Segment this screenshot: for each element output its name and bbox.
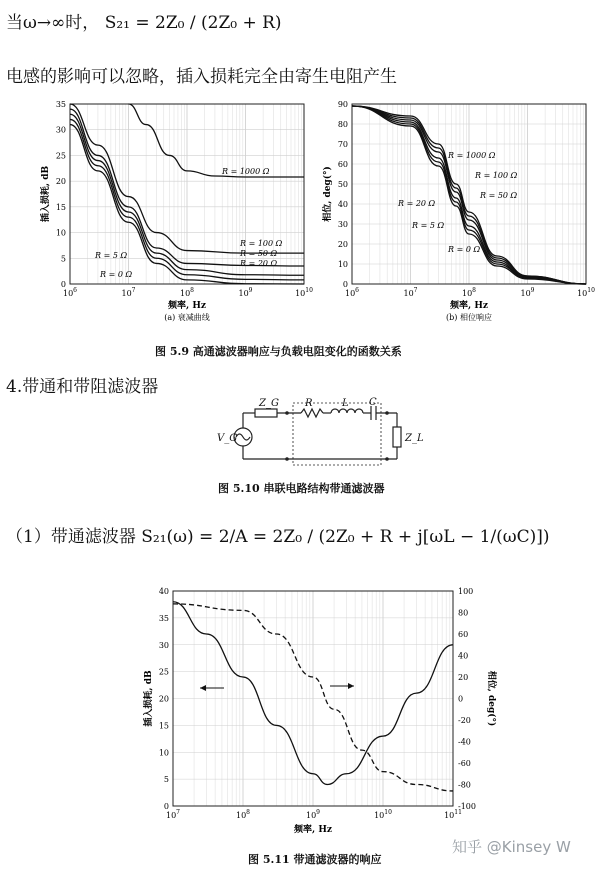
y-tick-label: 40 (158, 587, 169, 596)
y-tick-label: 10 (55, 228, 66, 238)
x-tick-label: $10^{10}$ (374, 809, 392, 820)
inductor-icon (331, 409, 363, 413)
x-tick-label: $10^9$ (520, 287, 535, 298)
zl-impedance-icon (393, 427, 401, 447)
formula-bandpass-s21: S₂₁(ω) = 2/A = 2Z₀ / (2Z₀ + R + j[ωL − 1/(ωC)]) (141, 527, 550, 547)
y2-tick-label: 80 (458, 608, 469, 618)
circuit-diagram (205, 395, 430, 473)
series-label: R = 50 Ω (480, 191, 518, 200)
x-tick-label: $10^6$ (62, 287, 78, 298)
series-label: R = 100 Ω (475, 171, 518, 180)
x-tick-label: $10^9$ (238, 287, 253, 298)
y-tick-label: 80 (337, 120, 348, 129)
y-tick-label: 5 (163, 775, 169, 785)
y-tick-label: 70 (337, 140, 348, 149)
y-tick-label: 50 (337, 180, 348, 189)
y2-tick-label: 0 (458, 694, 464, 704)
resistor-icon (301, 409, 323, 417)
figure-5-11 (0, 575, 600, 837)
label-zl: Z_L (405, 433, 424, 444)
formula-line-bandpass (6, 522, 550, 547)
x-tick-label: $10^7$ (403, 287, 418, 298)
series-label: R = 100 Ω (240, 239, 283, 248)
formula-line-1-prefix: 当ω→∞时， (6, 13, 100, 33)
arrow-right-head-icon (348, 683, 354, 689)
y2-tick-label: 60 (458, 630, 469, 639)
x-tick-label: $10^{10}$ (577, 287, 595, 298)
y-tick-label: 0 (342, 280, 348, 289)
y-tick-label: 30 (158, 640, 169, 650)
y-tick-label: 10 (158, 748, 169, 758)
series-label: R = 1000 Ω (222, 167, 270, 176)
y-tick-label: 35 (55, 100, 66, 109)
series-line (129, 104, 305, 177)
y-tick-label: 15 (55, 202, 66, 212)
y2-tick-label: -60 (458, 759, 471, 768)
label-l: L (342, 398, 349, 409)
x-tick-label: $10^9$ (305, 809, 321, 820)
chart-subtitle: (a) 衰减曲线 (164, 313, 210, 322)
series-label: R = 5 Ω (95, 251, 128, 260)
x-tick-label: $10^8$ (235, 809, 251, 820)
section-heading-bandpass: 4.带通和带阻滤波器 (6, 377, 159, 397)
arrow-left-head-icon (200, 685, 206, 691)
y-tick-label: 0 (163, 802, 169, 811)
series-label: R = 50 Ω (240, 249, 278, 258)
y-tick-label: 0 (60, 280, 66, 289)
paragraph-insertion-loss: 电感的影响可以忽略，插入损耗完全由寄生电阻产生 (6, 67, 397, 87)
chart-subtitle: (b) 相位响应 (446, 313, 492, 322)
series-label: R = 5 Ω (412, 221, 445, 230)
y-tick-label: 20 (337, 240, 348, 249)
x-tick-label: $10^6$ (344, 287, 360, 298)
label-zg: Z_G (259, 398, 279, 409)
y-tick-label: 60 (337, 160, 348, 169)
label-c: C (369, 397, 377, 408)
y2-tick-label: -40 (458, 737, 471, 747)
y2-tick-label: -80 (458, 780, 471, 790)
y2-tick-label: -20 (458, 716, 471, 725)
series-label: R = 0 Ω (448, 245, 481, 254)
chart-attenuation (39, 100, 313, 322)
watermark: 知乎 @Kinsey W (452, 838, 571, 856)
formula-s21: S₂₁ = 2Z₀ / (2Z₀ + R) (104, 13, 282, 33)
chart-bandpass-response (142, 587, 498, 835)
x-tick-label: $10^7$ (121, 287, 136, 298)
x-axis-label: 频率, Hz (450, 301, 488, 311)
y-axis-label: 相位, deg(°) (323, 166, 333, 222)
label-r: R (305, 398, 313, 409)
x-axis-label: 频率, Hz (168, 301, 206, 311)
series-label: R = 20 Ω (240, 259, 278, 268)
y-tick-label: 15 (158, 721, 169, 731)
x-tick-label: $10^{11}$ (444, 809, 462, 820)
y-tick-label: 30 (55, 125, 66, 135)
series-label: R = 1000 Ω (448, 151, 496, 160)
x-tick-label: $10^7$ (165, 809, 181, 820)
x-tick-label: $10^8$ (461, 287, 477, 298)
label-vg: V_G (217, 433, 238, 444)
x-tick-label: $10^8$ (179, 287, 195, 298)
y2-tick-label: 40 (458, 651, 469, 661)
y2-tick-label: -100 (458, 802, 476, 811)
x-axis-label: 频率, Hz (294, 825, 332, 835)
zg-impedance-icon (255, 409, 277, 417)
series-label: R = 20 Ω (398, 199, 436, 208)
y-tick-label: 40 (337, 200, 348, 209)
figure-5-9 (0, 94, 600, 330)
fig59-caption: 图 5.9 高通滤波器响应与负载电阻变化的函数关系 (155, 345, 402, 358)
y2-axis-label: 相位, deg(°) (486, 670, 496, 727)
bandpass-prefix: （1）带通滤波器 (6, 527, 136, 547)
series-label: R = 0 Ω (100, 270, 133, 279)
y2-tick-label: 100 (458, 587, 474, 596)
y-tick-label: 20 (158, 694, 169, 704)
fig511-caption: 图 5.11 带通滤波器的响应 (248, 853, 382, 866)
y-axis-label: 插入损耗, dB (41, 165, 51, 223)
y-tick-label: 25 (55, 151, 66, 161)
fig510-caption: 图 5.10 串联电路结构带通滤波器 (218, 482, 385, 495)
y-tick-label: 35 (158, 613, 169, 623)
x-tick-label: $10^{10}$ (295, 287, 313, 298)
chart-phase (321, 100, 595, 322)
y-tick-label: 25 (158, 667, 169, 677)
y-axis-label: 插入损耗, dB (144, 670, 154, 727)
y-tick-label: 5 (60, 254, 66, 264)
formula-line-1 (6, 8, 282, 33)
y-tick-label: 20 (55, 177, 66, 187)
y2-tick-label: 20 (458, 673, 469, 682)
y-tick-label: 10 (337, 260, 348, 269)
y-tick-label: 90 (337, 100, 348, 109)
y-tick-label: 30 (337, 220, 348, 229)
